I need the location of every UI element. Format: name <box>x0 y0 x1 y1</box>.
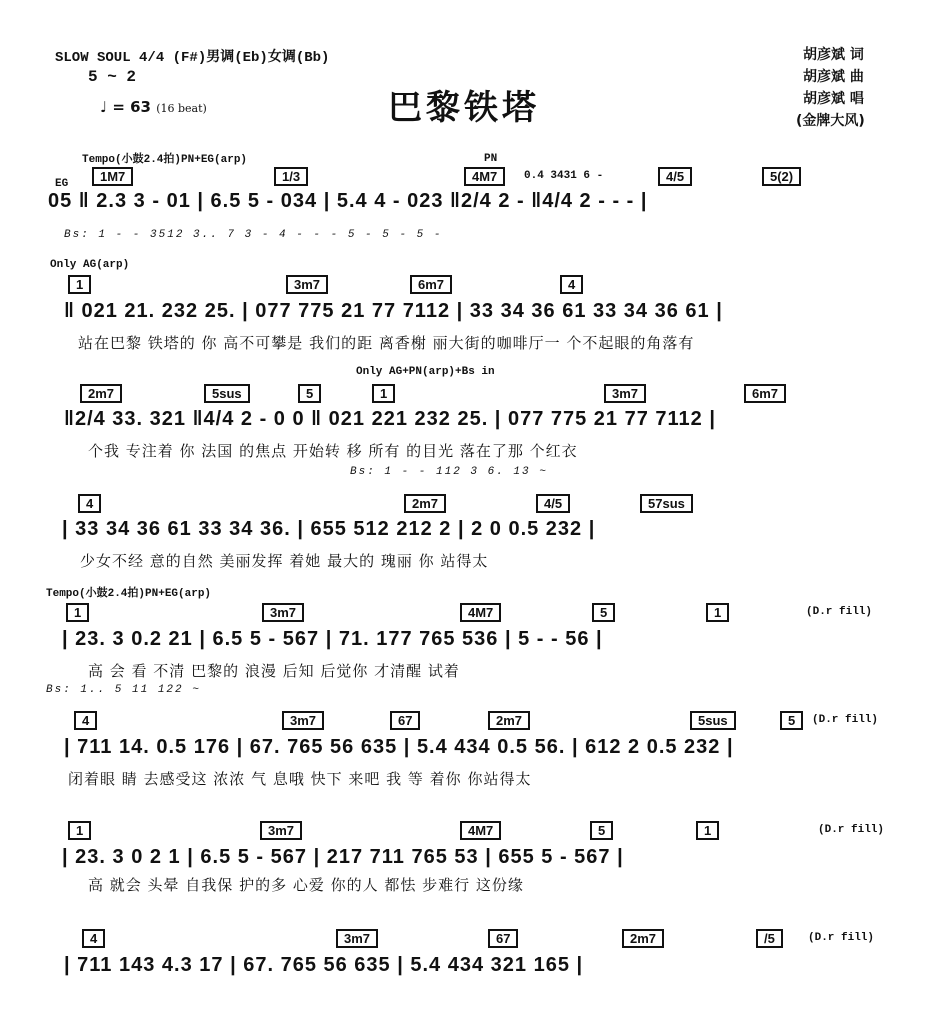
notation-line: | 33 34 36 61 33 34 36. | 655 512 212 2 | 2 0 0.5 232 | <box>62 518 596 540</box>
chord-symbol: 2m7 <box>488 711 530 730</box>
bass-line: Bs: 1 - - 112 3 6. 13 ~ <box>350 466 548 478</box>
notation-line: ‖2/4 33. 321 ‖4/4 2 - 0 0 ‖ 021 221 232 25. | 077 775 21 77 7112 | <box>64 408 716 430</box>
credit-label: (金牌大风) <box>796 113 865 129</box>
chord-symbol: 6m7 <box>744 384 786 403</box>
extra-notes: 0.4 3431 6 - <box>524 170 604 182</box>
credit-composer: 胡彦斌 曲 <box>803 69 864 85</box>
chord-symbol: 4M7 <box>460 821 501 840</box>
chord-symbol: 3m7 <box>336 929 378 948</box>
chord-symbol: 4M7 <box>460 603 501 622</box>
chord-symbol: 1 <box>372 384 395 403</box>
drum-fill-marker: (D.r fill) <box>818 824 885 836</box>
chord-symbol: 1 <box>706 603 729 622</box>
chord-symbol: 5sus <box>204 384 250 403</box>
chord-symbol: 67 <box>390 711 420 730</box>
bass-line: Bs: 1.. 5 11 122 ~ <box>46 684 201 696</box>
notation-line: | 711 143 4.3 17 | 67. 765 56 635 | 5.4 434 321 165 | <box>64 954 584 976</box>
notation-line: | 711 14. 0.5 176 | 67. 765 56 635 | 5.4 434 0.5 56. | 612 2 0.5 232 | <box>64 736 734 758</box>
credit-singer: 胡彦斌 唱 <box>803 91 864 107</box>
lyrics-line: 高 会 看 不清 巴黎的 浪漫 后知 后觉你 才清醒 试着 <box>88 662 460 680</box>
chord-symbol: 6m7 <box>410 275 452 294</box>
chord-symbol: 1 <box>66 603 89 622</box>
instrument-label: EG <box>55 178 69 190</box>
chord-symbol: 3m7 <box>286 275 328 294</box>
chord-annotation: PN <box>484 153 498 165</box>
chord-symbol: 4 <box>78 494 101 513</box>
notation-line: 05 ‖ 2.3 3 - 01 | 6.5 5 - 034 | 5.4 4 - 023 ‖2/4 2 - ‖4/4 2 - - - | <box>48 190 648 212</box>
bass-line: Bs: 1 - - 3512 3.. 7 3 - 4 - - - 5 - 5 - 5 - <box>64 229 443 241</box>
drum-fill-marker: (D.r fill) <box>808 932 875 944</box>
notation-line: | 23. 3 0 2 1 | 6.5 5 - 567 | 217 711 765 53 | 655 5 - 567 | <box>62 846 624 868</box>
chord-symbol: 3m7 <box>262 603 304 622</box>
lyrics-line: 个我 专注着 你 法国 的焦点 开始转 移 所有 的目光 落在了那 个红衣 <box>88 442 578 460</box>
quarter-note-icon: ♩ <box>100 98 108 116</box>
lyrics-line: 站在巴黎 铁塔的 你 高不可攀是 我们的距 离香榭 丽大街的咖啡厅一 个不起眼的角落有 <box>78 334 695 352</box>
chord-symbol: 67 <box>488 929 518 948</box>
chord-symbol: 3m7 <box>282 711 324 730</box>
chord-symbol: 5sus <box>690 711 736 730</box>
chord-symbol: 5 <box>298 384 321 403</box>
chord-symbol: 4 <box>82 929 105 948</box>
notation-line: | 23. 3 0.2 21 | 6.5 5 - 567 | 71. 177 765 536 | 5 - - 56 | <box>62 628 603 650</box>
credit-lyricist: 胡彦斌 词 <box>803 47 864 63</box>
directive: Only AG+PN(arp)+Bs in <box>356 366 495 378</box>
chord-symbol: 2m7 <box>622 929 664 948</box>
chord-symbol: 3m7 <box>604 384 646 403</box>
range-indicator: 5 ~ 2 <box>88 68 137 86</box>
chord-symbol: 1/3 <box>274 167 308 186</box>
chord-symbol: 3m7 <box>260 821 302 840</box>
chord-symbol: 57sus <box>640 494 693 513</box>
chord-symbol: 4 <box>74 711 97 730</box>
tempo-info: SLOW SOUL 4/4 (F#)男调(Eb)女调(Bb) <box>55 50 330 66</box>
chord-symbol: 1M7 <box>92 167 133 186</box>
chord-symbol: 1 <box>68 821 91 840</box>
directive: Tempo(小鼓2.4拍)PN+EG(arp) <box>82 154 248 166</box>
chord-symbol: 2m7 <box>80 384 122 403</box>
lyrics-line: 高 就会 头晕 自我保 护的多 心爱 你的人 都怯 步难行 这份缘 <box>88 876 524 894</box>
lyrics-line: 闭着眼 睛 去感受这 浓浓 气 息哦 快下 来吧 我 等 着你 你站得太 <box>68 770 532 788</box>
chord-symbol: 5 <box>592 603 615 622</box>
chord-symbol: 1 <box>68 275 91 294</box>
chord-symbol: 4/5 <box>658 167 692 186</box>
lyrics-line: 少女不经 意的自然 美丽发挥 着她 最大的 瑰丽 你 站得太 <box>80 552 489 570</box>
chord-symbol: 5(2) <box>762 167 801 186</box>
notation-line: ‖ 021 21. 232 25. | 077 775 21 77 7112 | 33 34 36 61 33 34 36 61 | <box>64 300 723 322</box>
chord-symbol: 1 <box>696 821 719 840</box>
chord-symbol: 2m7 <box>404 494 446 513</box>
chord-symbol: 4M7 <box>464 167 505 186</box>
chord-symbol: 5 <box>780 711 803 730</box>
directive: Tempo(小鼓2.4拍)PN+EG(arp) <box>46 588 212 600</box>
chord-symbol: 5 <box>590 821 613 840</box>
directive: Only AG(arp) <box>50 259 130 271</box>
chord-symbol: 4 <box>560 275 583 294</box>
song-title: 巴黎铁塔 <box>388 88 540 128</box>
drum-fill-marker: (D.r fill) <box>806 606 873 618</box>
metronome: ♩ = 63 (16 beat) <box>100 98 207 116</box>
chord-symbol: 4/5 <box>536 494 570 513</box>
drum-fill-marker: (D.r fill) <box>812 714 879 726</box>
chord-symbol: /5 <box>756 929 783 948</box>
